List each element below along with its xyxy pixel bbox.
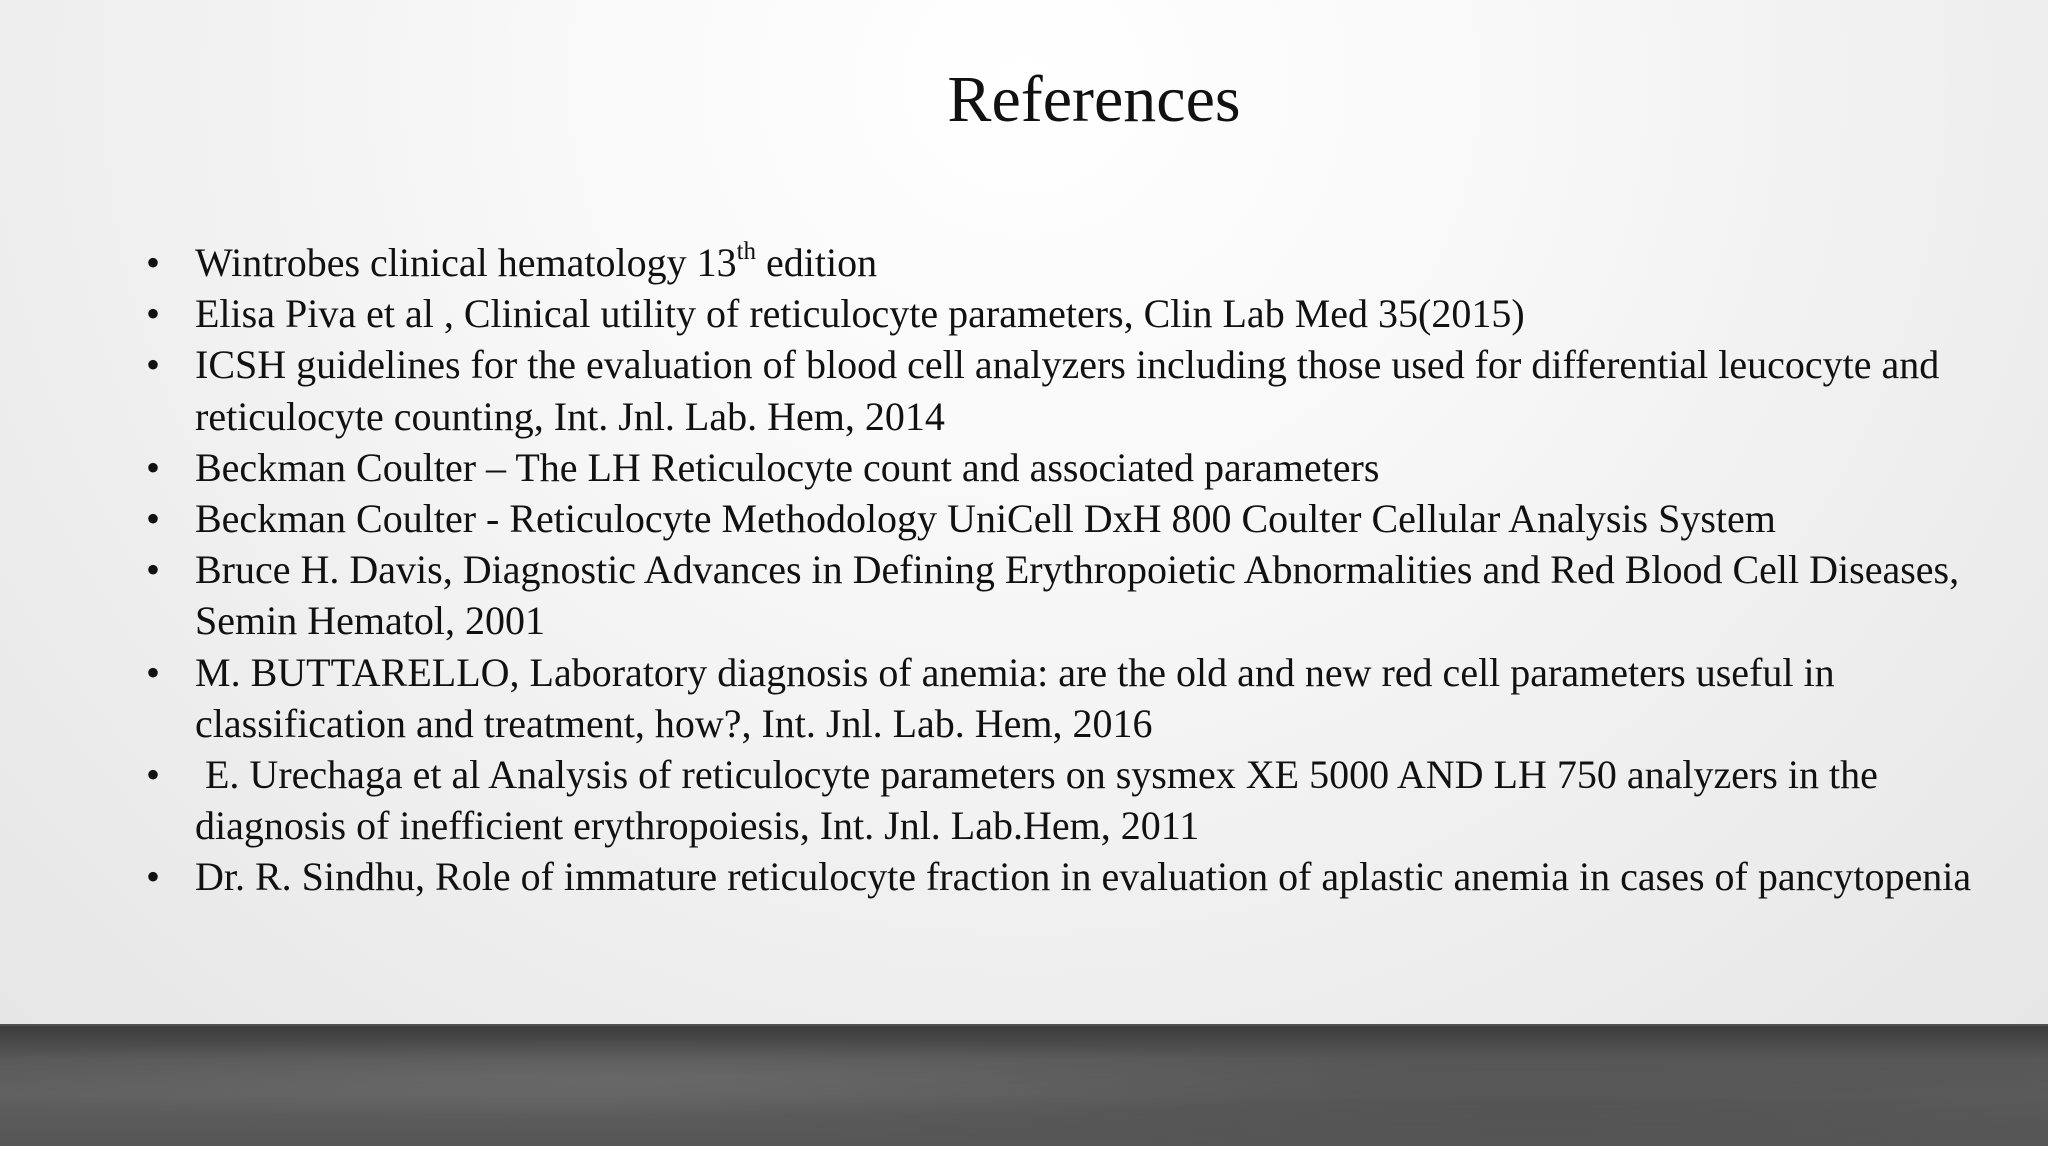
- slide-title: References: [947, 63, 1241, 136]
- reference-item: [146, 749, 2016, 851]
- bullet-icon: •: [146, 240, 161, 285]
- reference-item: [146, 237, 2016, 288]
- reference-item: [146, 544, 2016, 646]
- reference-text: Beckman Coulter - Reticulocyte Methodology UniCell DxH 800 Coulter Cellular Analysis System: [195, 496, 1776, 542]
- bullet-icon: •: [146, 291, 161, 337]
- reference-text: Elisa Piva et al , Clinical utility of reticulocyte parameters, Clin Lab Med 35(2015): [195, 291, 1525, 337]
- floor-texture: [0, 1028, 2048, 1152]
- reference-item: [146, 493, 2016, 544]
- bullet-icon: •: [146, 496, 161, 542]
- reference-text: Wintrobes clinical hematology 13: [195, 240, 737, 285]
- reference-item: [146, 288, 2016, 339]
- reference-text: Beckman Coulter – The LH Reticulocyte count and associated parameters: [195, 444, 1380, 490]
- reference-text: Dr. R. Sindhu, Role of immature reticulocyte fraction in evaluation of aplastic anemia in cases of pancytopenia: [195, 854, 1972, 900]
- reference-text-tail: edition: [756, 240, 878, 285]
- bullet-icon: •: [146, 444, 161, 490]
- reference-text: ICSH guidelines for the evaluation of blood cell analyzers including those used for differential leucocyte and reticulocyte counting, Int. Jnl. Lab. Hem, 2014: [195, 342, 1940, 439]
- reference-text: M. BUTTARELLO, Laboratory diagnosis of anemia: are the old and new red cell parameters useful in classification and treatment, how?, Int. Jnl. Lab. Hem, 2016: [195, 649, 1835, 746]
- reference-text: E. Urechaga et al Analysis of reticulocyte parameters on sysmex XE 5000 AND LH 750 analyzers in the diagnosis of inefficient erythropoiesis, Int. Jnl. Lab.Hem, 2011: [195, 752, 1888, 849]
- reference-item: [146, 851, 2016, 902]
- reference-item: [146, 647, 2016, 749]
- bullet-icon: •: [146, 854, 161, 900]
- references-list: [146, 237, 2016, 903]
- reference-item: [146, 442, 2016, 493]
- bullet-icon: •: [146, 752, 161, 798]
- bullet-icon: •: [146, 547, 161, 593]
- bullet-icon: •: [146, 649, 161, 695]
- bullet-icon: •: [146, 342, 161, 388]
- reference-superscript: th: [736, 237, 757, 265]
- reference-text: Bruce H. Davis, Diagnostic Advances in Defining Erythropoietic Abnormalities and Red Blood Cell Diseases, Semin Hematol, 2001: [195, 547, 1960, 644]
- bottom-strip: [0, 1146, 2048, 1152]
- reference-item: [146, 339, 2016, 441]
